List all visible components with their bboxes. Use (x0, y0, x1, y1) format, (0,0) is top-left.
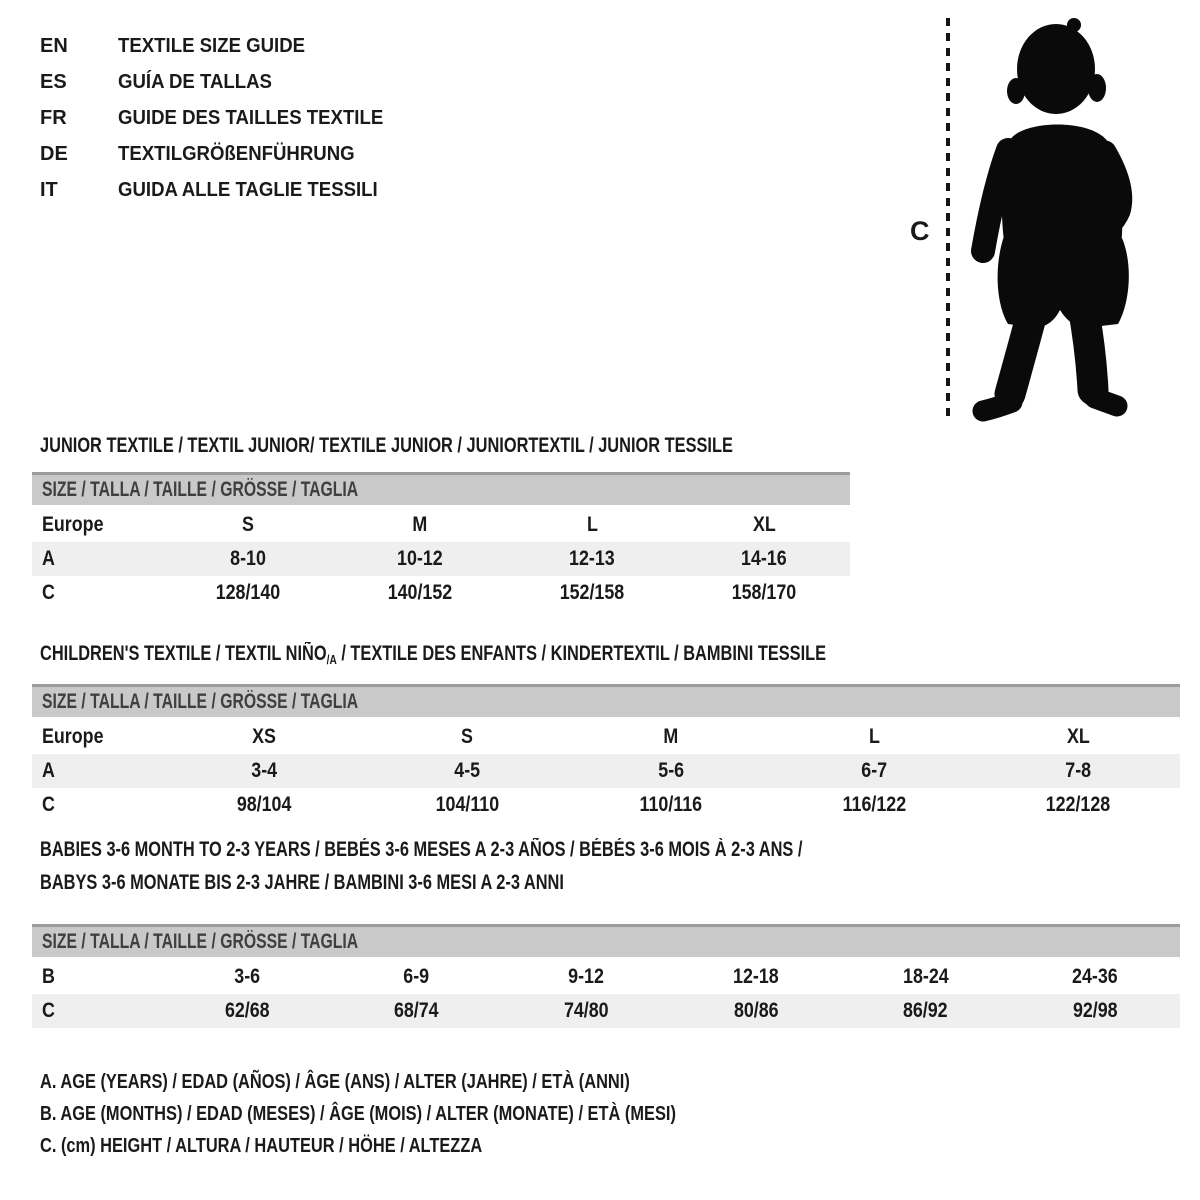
size-cell: 3-6 (233, 965, 260, 988)
height-measure-label: C (910, 216, 930, 246)
lang-label: TEXTILE SIZE GUIDE (118, 34, 306, 57)
row-label: B (42, 965, 55, 988)
children-section-title: CHILDREN'S TEXTILE / TEXTIL NIÑO/A / TEXTILE DES ENFANTS / KINDERTEXTIL / BAMBINI TESSILE (40, 642, 827, 667)
nino-a-subscript: /A (326, 652, 337, 667)
lang-row-en (40, 28, 403, 64)
legend-line-b: B. AGE (MONTHS) / EDAD (MESES) / ÂGE (MOIS) / ALTER (MONATE) / ETÀ (MESI) (40, 1103, 676, 1125)
size-cell: 18-24 (902, 965, 949, 988)
size-cell: 14-16 (741, 547, 787, 570)
babies-size-table (32, 924, 1180, 1028)
lang-code: EN (40, 34, 68, 57)
size-cell: 12-13 (569, 547, 615, 570)
lang-row-de (40, 136, 403, 172)
size-cell: L (869, 725, 881, 748)
size-cell: 74/80 (563, 999, 609, 1022)
size-cell: 92/98 (1072, 999, 1118, 1022)
row-label: C (42, 793, 55, 816)
size-cell: 152/158 (559, 581, 625, 604)
size-cell: 80/86 (733, 999, 779, 1022)
lang-row-es (40, 64, 403, 100)
legend-line-c: C. (cm) HEIGHT / ALTURA / HAUTEUR / HÖHE / ALTEZZA (40, 1135, 483, 1157)
size-cell: 10-12 (397, 547, 443, 570)
size-cell: 104/110 (435, 793, 500, 816)
lang-label: TEXTILGRÖßENFÜHRUNG (118, 142, 355, 165)
lang-code: DE (40, 142, 68, 165)
size-cell: 6-7 (861, 759, 888, 782)
lang-code: ES (40, 70, 67, 93)
legend-line-a: A. AGE (YEARS) / EDAD (AÑOS) / ÂGE (ANS) / ALTER (JAHRE) / ETÀ (ANNI) (40, 1071, 630, 1093)
size-header-bar: SIZE / TALLA / TAILLE / GRÖSSE / TAGLIA (32, 924, 1180, 957)
size-cell: S (461, 725, 474, 748)
size-cell: 86/92 (903, 999, 948, 1022)
lang-label: GUIDE DES TAILLES TEXTILE (118, 106, 384, 129)
size-cell: 3-4 (250, 759, 277, 782)
size-cell: 4-5 (454, 759, 481, 782)
lang-label: GUIDA ALLE TAGLIE TESSILI (118, 178, 378, 201)
size-cell: 140/152 (387, 581, 453, 604)
size-cell: XL (1066, 725, 1090, 748)
size-cell: L (586, 513, 598, 536)
lang-code: FR (40, 106, 67, 129)
table-row-age-months (32, 960, 1180, 994)
size-cell: 116/122 (842, 793, 907, 816)
size-cell: 9-12 (568, 965, 605, 988)
size-cell: 128/140 (215, 581, 281, 604)
table-row-age-years (32, 542, 850, 576)
table-row-europe (32, 720, 1180, 754)
size-cell: 158/170 (731, 581, 797, 604)
size-cell: XL (752, 513, 776, 536)
size-cell: 6-9 (403, 965, 430, 988)
junior-size-table (32, 472, 850, 610)
measure-legend (40, 1066, 816, 1162)
size-cell: 8-10 (230, 547, 266, 570)
lang-code: IT (40, 178, 58, 201)
row-label: A (42, 547, 55, 570)
toddler-silhouette-icon (952, 8, 1142, 423)
size-cell: 5-6 (658, 759, 684, 782)
size-cell: 7-8 (1065, 759, 1092, 782)
size-cell: 68/74 (394, 999, 439, 1022)
size-cell: 98/104 (236, 793, 292, 816)
size-cell: 122/128 (1045, 793, 1111, 816)
junior-section-title: JUNIOR TEXTILE / TEXTIL JUNIOR/ TEXTILE JUNIOR / JUNIORTEXTIL / JUNIOR TESSILE (40, 434, 733, 457)
lang-row-fr (40, 100, 403, 136)
row-label: Europe (42, 513, 104, 536)
table-row-europe (32, 508, 850, 542)
size-cell: 110/116 (639, 793, 703, 816)
language-guide-list (40, 28, 403, 208)
babies-section-title: BABIES 3-6 MONTH TO 2-3 YEARS / BEBÉS 3-6 MESES A 2-3 AÑOS / BÉBÉS 3-6 MOIS À 2-3 ANS / BABYS 3-6 MONATE BIS 2-3 JAHRE / BAMBINI 3-6 MESI A 2-3 ANNI (40, 838, 803, 894)
table-row-height (32, 576, 850, 610)
size-cell: M (663, 725, 679, 748)
row-label: C (42, 581, 55, 604)
size-cell: 24-36 (1072, 965, 1119, 988)
table-row-height (32, 994, 1180, 1028)
size-cell: 12-18 (733, 965, 779, 988)
size-cell: 62/68 (224, 999, 270, 1022)
lang-row-it (40, 172, 403, 208)
children-size-table (32, 684, 1180, 822)
size-header-bar: SIZE / TALLA / TAILLE / GRÖSSE / TAGLIA (32, 684, 1180, 717)
size-cell: S (242, 513, 254, 536)
table-row-height (32, 788, 1180, 822)
size-cell: M (412, 513, 428, 536)
size-cell: XS (251, 725, 276, 748)
table-row-age-years (32, 754, 1180, 788)
height-measure-line (946, 18, 950, 416)
row-label: Europe (42, 725, 104, 748)
row-label: A (42, 759, 55, 782)
lang-label: GUÍA DE TALLAS (118, 70, 272, 93)
size-header-bar: SIZE / TALLA / TAILLE / GRÖSSE / TAGLIA (32, 472, 850, 505)
row-label: C (42, 999, 55, 1022)
